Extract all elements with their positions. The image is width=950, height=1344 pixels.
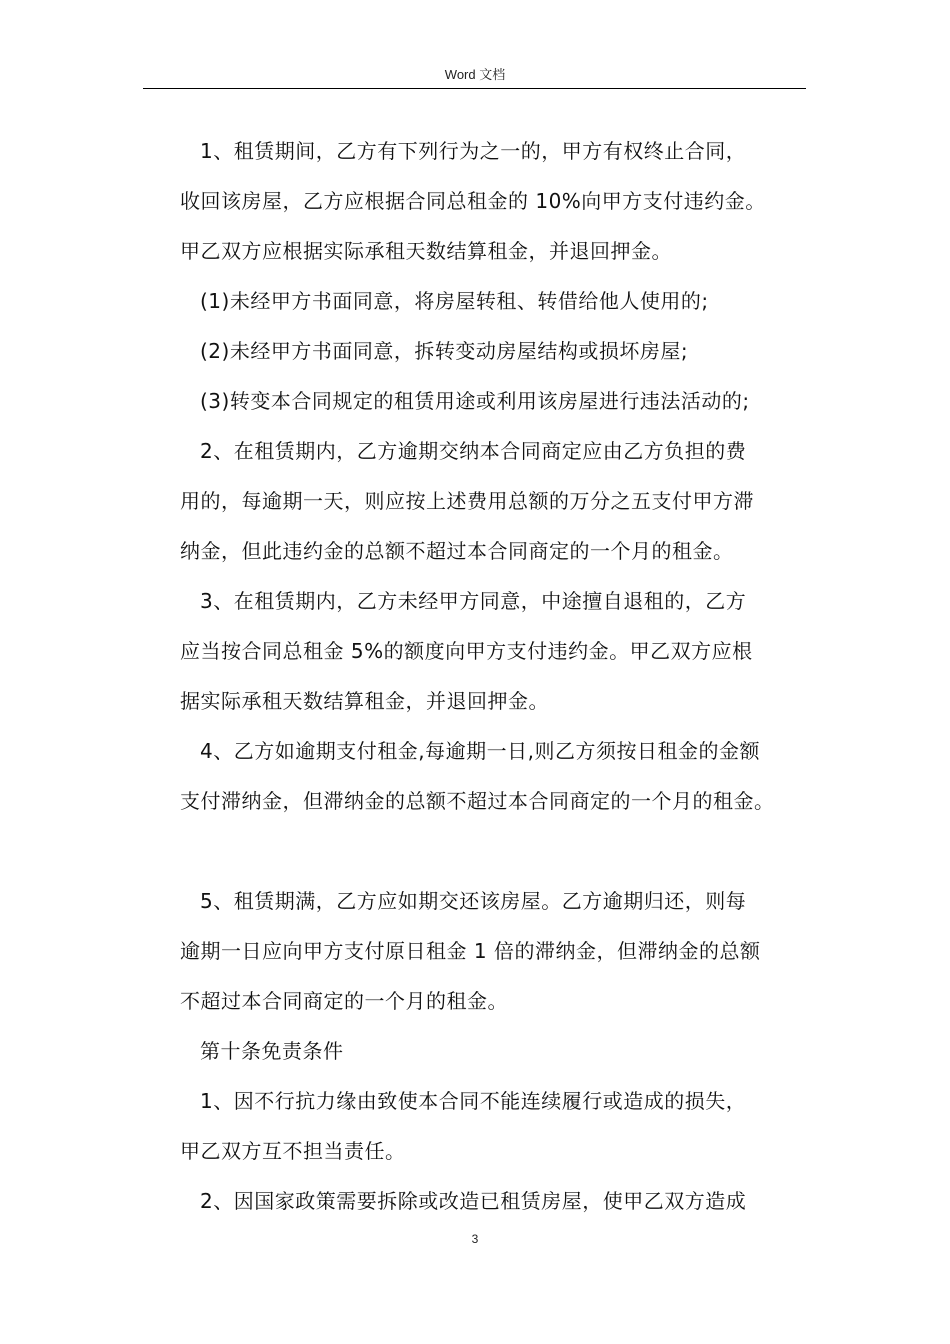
- paragraph-line: 支付滞纳金，但滞纳金的总额不超过本合同商定的一个月的租金。: [180, 789, 775, 813]
- paragraph-line: (1)未经甲方书面同意，将房屋转租、转借给他人使用的;: [200, 289, 709, 313]
- paragraph-line: 纳金，但此违约金的总额不超过本合同商定的一个月的租金。: [180, 539, 734, 563]
- paragraph-line: 逾期一日应向甲方支付原日租金 1 倍的滞纳金，但滞纳金的总额: [180, 939, 761, 963]
- paragraph-line: 1、因不行抗力缘由致使本合同不能连续履行或造成的损失，: [200, 1089, 747, 1113]
- paragraph-line: 3、在租赁期内，乙方未经甲方同意，中途擅自退租的，乙方: [200, 589, 747, 613]
- page-number: 3: [471, 1232, 479, 1246]
- page-header: Word 文档: [444, 67, 506, 82]
- paragraph-line: 据实际承租天数结算租金，并退回押金。: [180, 689, 549, 713]
- paragraph-line: 5、租赁期满，乙方应如期交还该房屋。乙方逾期归还，则每: [200, 889, 747, 913]
- paragraph-line: 用的，每逾期一天，则应按上述费用总额的万分之五支付甲方滞: [180, 489, 754, 513]
- paragraph-line: 收回该房屋，乙方应根据合同总租金的 10%向甲方支付违约金。: [180, 189, 766, 213]
- paragraph-line: 4、乙方如逾期支付租金,每逾期一日,则乙方须按日租金的金额: [200, 739, 760, 763]
- paragraph-line: (2)未经甲方书面同意，拆转变动房屋结构或损坏房屋;: [200, 339, 689, 363]
- paragraph-line: 不超过本合同商定的一个月的租金。: [180, 989, 508, 1013]
- section-heading: 第十条免责条件: [200, 1039, 344, 1063]
- paragraph-line: 1、租赁期间，乙方有下列行为之一的，甲方有权终止合同，: [200, 139, 747, 163]
- paragraph-line: 2、在租赁期内，乙方逾期交纳本合同商定应由乙方负担的费: [200, 439, 747, 463]
- paragraph-line: 2、因国家政策需要拆除或改造已租赁房屋，使甲乙双方造成: [200, 1189, 747, 1213]
- paragraph-line: 甲乙双方互不担当责任。: [180, 1139, 406, 1163]
- paragraph-line: (3)转变本合同规定的租赁用途或利用该房屋进行违法活动的;: [200, 389, 750, 413]
- paragraph-line: 甲乙双方应根据实际承租天数结算租金，并退回押金。: [180, 239, 672, 263]
- paragraph-line: 应当按合同总租金 5%的额度向甲方支付违约金。甲乙双方应根: [180, 639, 753, 663]
- header-rule: [143, 88, 806, 89]
